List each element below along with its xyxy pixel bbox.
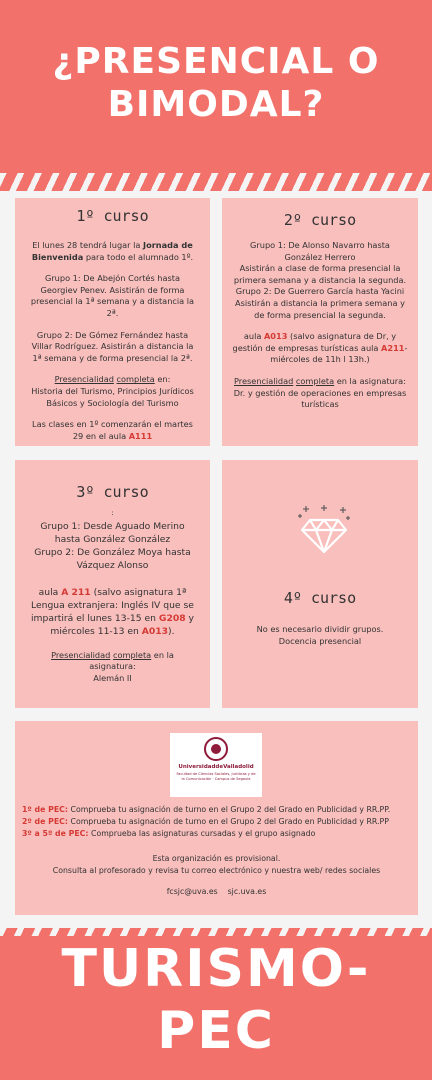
title-line-2: BIMODAL? [107, 84, 325, 125]
curso-3-asignatura: Alemán II [93, 672, 132, 683]
card-curso-1 [15, 198, 210, 446]
aula-code: A013 [263, 331, 288, 342]
text: (salvo asignatura 1ª Lengua extranjera: Inglés IV que se impartirá el lunes 13-15 en [30, 586, 194, 624]
text: en: [154, 374, 171, 385]
text: Presencialidad [51, 649, 111, 660]
pec-label: 2º de PEC: [22, 817, 69, 826]
faculty-name: Facultad de Ciencias Sociales, Jurídicas y de la Comunicación · Campus de Segovia [176, 772, 256, 781]
aula-code: A211 [381, 342, 405, 353]
info-pec-3 [22, 828, 414, 840]
pec-label: 1º de PEC: [22, 805, 69, 814]
university-logo [170, 733, 262, 797]
footer-line-2: PEC [157, 1001, 275, 1061]
text: Presencialidad [234, 375, 294, 386]
curso-2-aula [232, 331, 408, 366]
text: Comprueba tu asignación de turno en el Grupo 2 del Grado en Publicidad y RR.PP. [68, 805, 391, 814]
footer-line-1: TURISMO- [61, 939, 371, 999]
info-pec-2 [22, 816, 414, 828]
text: Comprueba las asignaturas cursadas y el grupo asignado [88, 829, 316, 838]
card-curso-2 [222, 198, 418, 446]
pec-label: 3º a 5º de PEC: [22, 829, 89, 838]
footer-title [0, 938, 432, 1062]
info-provisional: Esta organización es provisional. [152, 854, 281, 863]
top-stripe-divider [0, 173, 432, 191]
aula-code: A 211 [61, 586, 91, 598]
bienvenida-highlight: Jornada de Bienvenida [31, 240, 193, 262]
info-pec-1 [22, 804, 414, 816]
aula-code: A013 [141, 625, 169, 637]
text: ). [168, 625, 175, 637]
text: aula [38, 586, 62, 598]
title-line-1: ¿PRESENCIAL O [52, 41, 380, 82]
curso-4-grupos: No es necesario dividir grupos. [256, 624, 384, 634]
curso-3-grupo-2: Grupo 2: De González Moya hasta Vázquez Alonso [34, 546, 191, 571]
text: Comprueba tu asignación de turno en el Grupo 2 del Grado en Publicidad y RR.PP [68, 817, 389, 826]
email-link[interactable]: fcsjc@uva.es [166, 887, 218, 896]
curso-4-title: 4º curso [283, 589, 357, 607]
university-seal-icon [204, 737, 228, 761]
curso-1-asignaturas: Historia del Turismo, Principios Jurídicos Básicos y Sociología del Turismo [31, 385, 194, 408]
curso-2-grupo-2: Grupo 2: De Guerrero García hasta Yacini [235, 286, 405, 297]
curso-1-presencialidad [27, 374, 198, 386]
info-contact [15, 886, 418, 898]
text: completa [116, 374, 155, 385]
curso-3-grupo-1: Grupo 1: Desde Aguado Merino hasta González González [40, 520, 185, 545]
curso-1-title: 1º curso [76, 207, 149, 225]
text: para todo el alumnado 1º. [83, 251, 194, 262]
aula-code: A111 [128, 430, 153, 441]
curso-1-aula [27, 419, 198, 442]
aula-code: G208 [158, 612, 186, 624]
text: en la asignatura: [334, 375, 406, 386]
text: en la asignatura: [89, 649, 174, 672]
card-curso-4 [222, 460, 418, 708]
page-title [0, 40, 432, 126]
curso-3-title: 3º curso [76, 483, 149, 501]
university-name: UniversidaddeValladolid [178, 764, 254, 770]
card-curso-3 [15, 460, 210, 708]
text: - miércoles de 11h l 13h.) [270, 342, 408, 365]
text: completa [295, 375, 335, 386]
curso-3-presencialidad [27, 650, 198, 673]
curso-1-bienvenida [27, 240, 198, 263]
text: y miércoles 11-13 en [50, 612, 194, 637]
text: completa [112, 649, 152, 660]
curso-3-colon: : [111, 509, 114, 517]
curso-2-asignatura: Dr. y gestión de operaciones en empresas turísticas [233, 387, 407, 410]
text: Las clases en 1º comenzarán el martes 29 en el aula [32, 419, 193, 441]
text: aula [243, 331, 264, 342]
curso-2-grupo-1: Grupo 1: De Alonso Navarro hasta González Herrero [250, 240, 390, 262]
curso-2-title: 2º curso [283, 211, 357, 229]
web-link[interactable]: sjc.uva.es [227, 887, 267, 896]
text: El lunes 28 tendrá lugar la [32, 240, 144, 250]
curso-1-grupo-1: Grupo 1: De Abejón Cortés hasta Georgiev Penev. Asistirán de forma presencial la 1ª semana y a distancia la 2ª. [30, 273, 195, 318]
curso-2-grupo-2-detail: Asistirán a distancia la primera semana y de forma presencial la segunda. [235, 297, 405, 320]
diamond-icon [296, 502, 352, 558]
curso-3-aula [27, 586, 198, 638]
curso-2-grupo-1-detail: Asistirán a clase de forma presencial la primera semana y a distancia la segunda. [233, 263, 407, 285]
curso-2-presencialidad [232, 376, 408, 388]
info-consulta: Consulta al profesorado y revisa tu correo electrónico y nuestra web/ redes sociales [52, 866, 381, 875]
curso-4-docencia: Docencia presencial [278, 636, 362, 646]
curso-1-grupo-2: Grupo 2: De Gómez Fernández hasta Villar Rodríguez. Asistirán a distancia la 1ª semana y de forma presencial la 2ª. [31, 329, 194, 363]
text: (salvo asignatura de Dr, y gestión de empresas turísticas aula [232, 331, 397, 353]
text: Presencialidad [54, 374, 114, 385]
